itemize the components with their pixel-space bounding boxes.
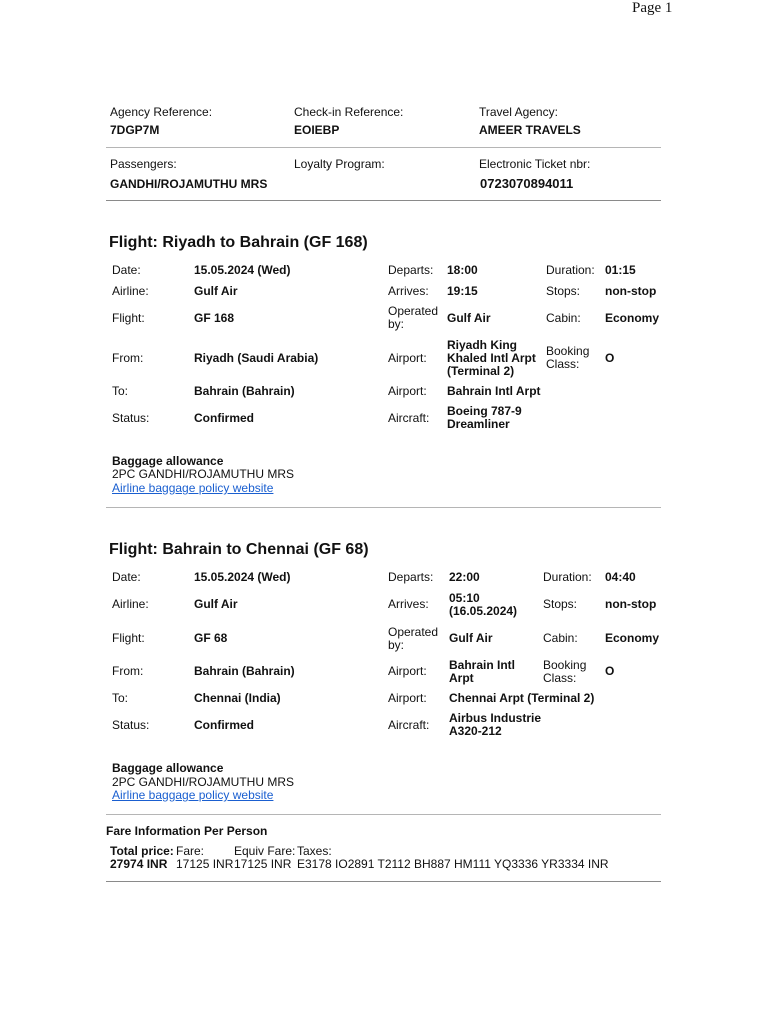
divider <box>106 507 661 508</box>
to-value: Bahrain (Bahrain) <box>194 384 295 398</box>
operated-by-label: Operated <box>388 625 439 639</box>
passengers-value: GANDHI/ROJAMUTHU MRS <box>110 177 268 191</box>
to-label: To: <box>112 691 129 705</box>
checkin-reference-label: Check-in Reference: <box>294 105 404 119</box>
departure-airport-label: Airport: <box>388 664 427 678</box>
flight-title: Flight: Riyadh to Bahrain (GF 168) <box>109 234 368 251</box>
aircraft-value: Boeing 787-9 <box>447 404 522 418</box>
departure-airport-label: Airport: <box>388 351 427 365</box>
baggage-policy-link[interactable]: Airline baggage policy website <box>112 788 274 802</box>
booking-class-label: Booking <box>546 344 590 358</box>
baggage-allowance-title: Baggage allowance <box>112 761 224 775</box>
agency-reference-label: Agency Reference: <box>110 105 213 119</box>
agency-reference-value: 7DGP7M <box>110 123 160 137</box>
operated-by-label: by: <box>388 317 405 331</box>
flight-label: Flight: <box>112 311 145 325</box>
flight-label: Flight: <box>112 631 145 645</box>
equiv-fare-label: Equiv Fare: <box>234 844 296 858</box>
date-label: Date: <box>112 263 141 277</box>
arrives-date-value: (16.05.2024) <box>449 604 518 618</box>
taxes-value: E3178 IO2891 T2112 BH887 HM111 YQ3336 YR3334 INR <box>297 857 609 871</box>
from-value: Riyadh (Saudi Arabia) <box>194 351 319 365</box>
divider <box>106 147 661 148</box>
divider <box>106 881 661 882</box>
divider <box>106 200 661 201</box>
arrival-airport-value: Chennai Arpt (Terminal 2) <box>449 691 595 705</box>
date-value: 15.05.2024 (Wed) <box>194 263 291 277</box>
page-number: Page 1 <box>632 0 673 16</box>
stops-label: Stops: <box>543 597 578 611</box>
booking-class-value: O <box>605 664 615 678</box>
departure-airport-value: Arpt <box>449 671 474 685</box>
departs-value: 18:00 <box>447 263 478 277</box>
baggage-allowance-text: 2PC GANDHI/ROJAMUTHU MRS <box>112 467 295 481</box>
fare-information-title: Fare Information Per Person <box>106 824 268 838</box>
fare-label: Fare: <box>176 844 205 858</box>
cabin-label: Cabin: <box>546 311 581 325</box>
booking-class-label: Class: <box>543 671 577 685</box>
from-label: From: <box>112 664 144 678</box>
passengers-label: Passengers: <box>110 157 177 171</box>
status-label: Status: <box>112 411 150 425</box>
date-label: Date: <box>112 570 141 584</box>
booking-class-label: Class: <box>546 357 580 371</box>
electronic-ticket-label: Electronic Ticket nbr: <box>479 157 591 171</box>
checkin-reference-value: EOIEBP <box>294 123 340 137</box>
aircraft-value: Airbus Industrie <box>449 711 542 725</box>
from-value: Bahrain (Bahrain) <box>194 664 295 678</box>
flight-title: Flight: Bahrain to Chennai (GF 68) <box>109 541 369 558</box>
travel-agency-value: AMEER TRAVELS <box>479 123 581 137</box>
cabin-label: Cabin: <box>543 631 578 645</box>
arrives-label: Arrives: <box>388 597 429 611</box>
aircraft-value: Dreamliner <box>447 417 510 431</box>
electronic-ticket-value: 0723070894011 <box>480 176 574 191</box>
arrival-airport-value: Bahrain Intl Arpt <box>447 384 541 398</box>
stops-value: non-stop <box>605 284 657 298</box>
aircraft-label: Aircraft: <box>388 718 430 732</box>
departure-airport-value: Bahrain Intl <box>449 658 516 672</box>
baggage-policy-link[interactable]: Airline baggage policy website <box>112 481 274 495</box>
arrives-value: 19:15 <box>447 284 478 298</box>
status-value: Confirmed <box>194 411 254 425</box>
arrival-airport-label: Airport: <box>388 691 427 705</box>
booking-class-value: O <box>605 351 615 365</box>
stops-value: non-stop <box>605 597 657 611</box>
flight-number-value: GF 168 <box>194 311 235 325</box>
taxes-label: Taxes: <box>297 844 332 858</box>
total-price-label: Total price: <box>110 844 174 858</box>
travel-agency-label: Travel Agency: <box>479 105 558 119</box>
baggage-allowance-title: Baggage allowance <box>112 454 224 468</box>
status-label: Status: <box>112 718 150 732</box>
duration-label: Duration: <box>546 263 595 277</box>
arrives-value: 05:10 <box>449 591 480 605</box>
aircraft-label: Aircraft: <box>388 411 430 425</box>
departure-airport-value: Riyadh King <box>447 338 518 352</box>
stops-label: Stops: <box>546 284 581 298</box>
departure-airport-value: Khaled Intl Arpt <box>447 351 536 365</box>
equiv-fare-value: 17125 INR <box>234 857 292 871</box>
from-label: From: <box>112 351 144 365</box>
fare-value: 17125 INR <box>176 857 234 871</box>
arrives-label: Arrives: <box>388 284 429 298</box>
to-value: Chennai (India) <box>194 691 281 705</box>
loyalty-program-label: Loyalty Program: <box>294 157 385 171</box>
operated-by-value: Gulf Air <box>449 631 493 645</box>
departs-value: 22:00 <box>449 570 480 584</box>
booking-class-label: Booking <box>543 658 587 672</box>
cabin-value: Economy <box>605 631 660 645</box>
operated-by-value: Gulf Air <box>447 311 491 325</box>
total-price-value: 27974 INR <box>110 857 168 871</box>
date-value: 15.05.2024 (Wed) <box>194 570 291 584</box>
arrival-airport-label: Airport: <box>388 384 427 398</box>
departs-label: Departs: <box>388 263 434 277</box>
operated-by-label: Operated <box>388 304 439 318</box>
to-label: To: <box>112 384 129 398</box>
duration-value: 01:15 <box>605 263 636 277</box>
airline-label: Airline: <box>112 597 149 611</box>
departure-airport-value: (Terminal 2) <box>447 364 515 378</box>
duration-label: Duration: <box>543 570 592 584</box>
airline-value: Gulf Air <box>194 284 238 298</box>
operated-by-label: by: <box>388 638 405 652</box>
aircraft-value: A320-212 <box>449 724 502 738</box>
divider <box>106 814 661 815</box>
flight-number-value: GF 68 <box>194 631 228 645</box>
status-value: Confirmed <box>194 718 254 732</box>
cabin-value: Economy <box>605 311 660 325</box>
airline-label: Airline: <box>112 284 149 298</box>
departs-label: Departs: <box>388 570 434 584</box>
airline-value: Gulf Air <box>194 597 238 611</box>
duration-value: 04:40 <box>605 570 636 584</box>
baggage-allowance-text: 2PC GANDHI/ROJAMUTHU MRS <box>112 775 295 789</box>
